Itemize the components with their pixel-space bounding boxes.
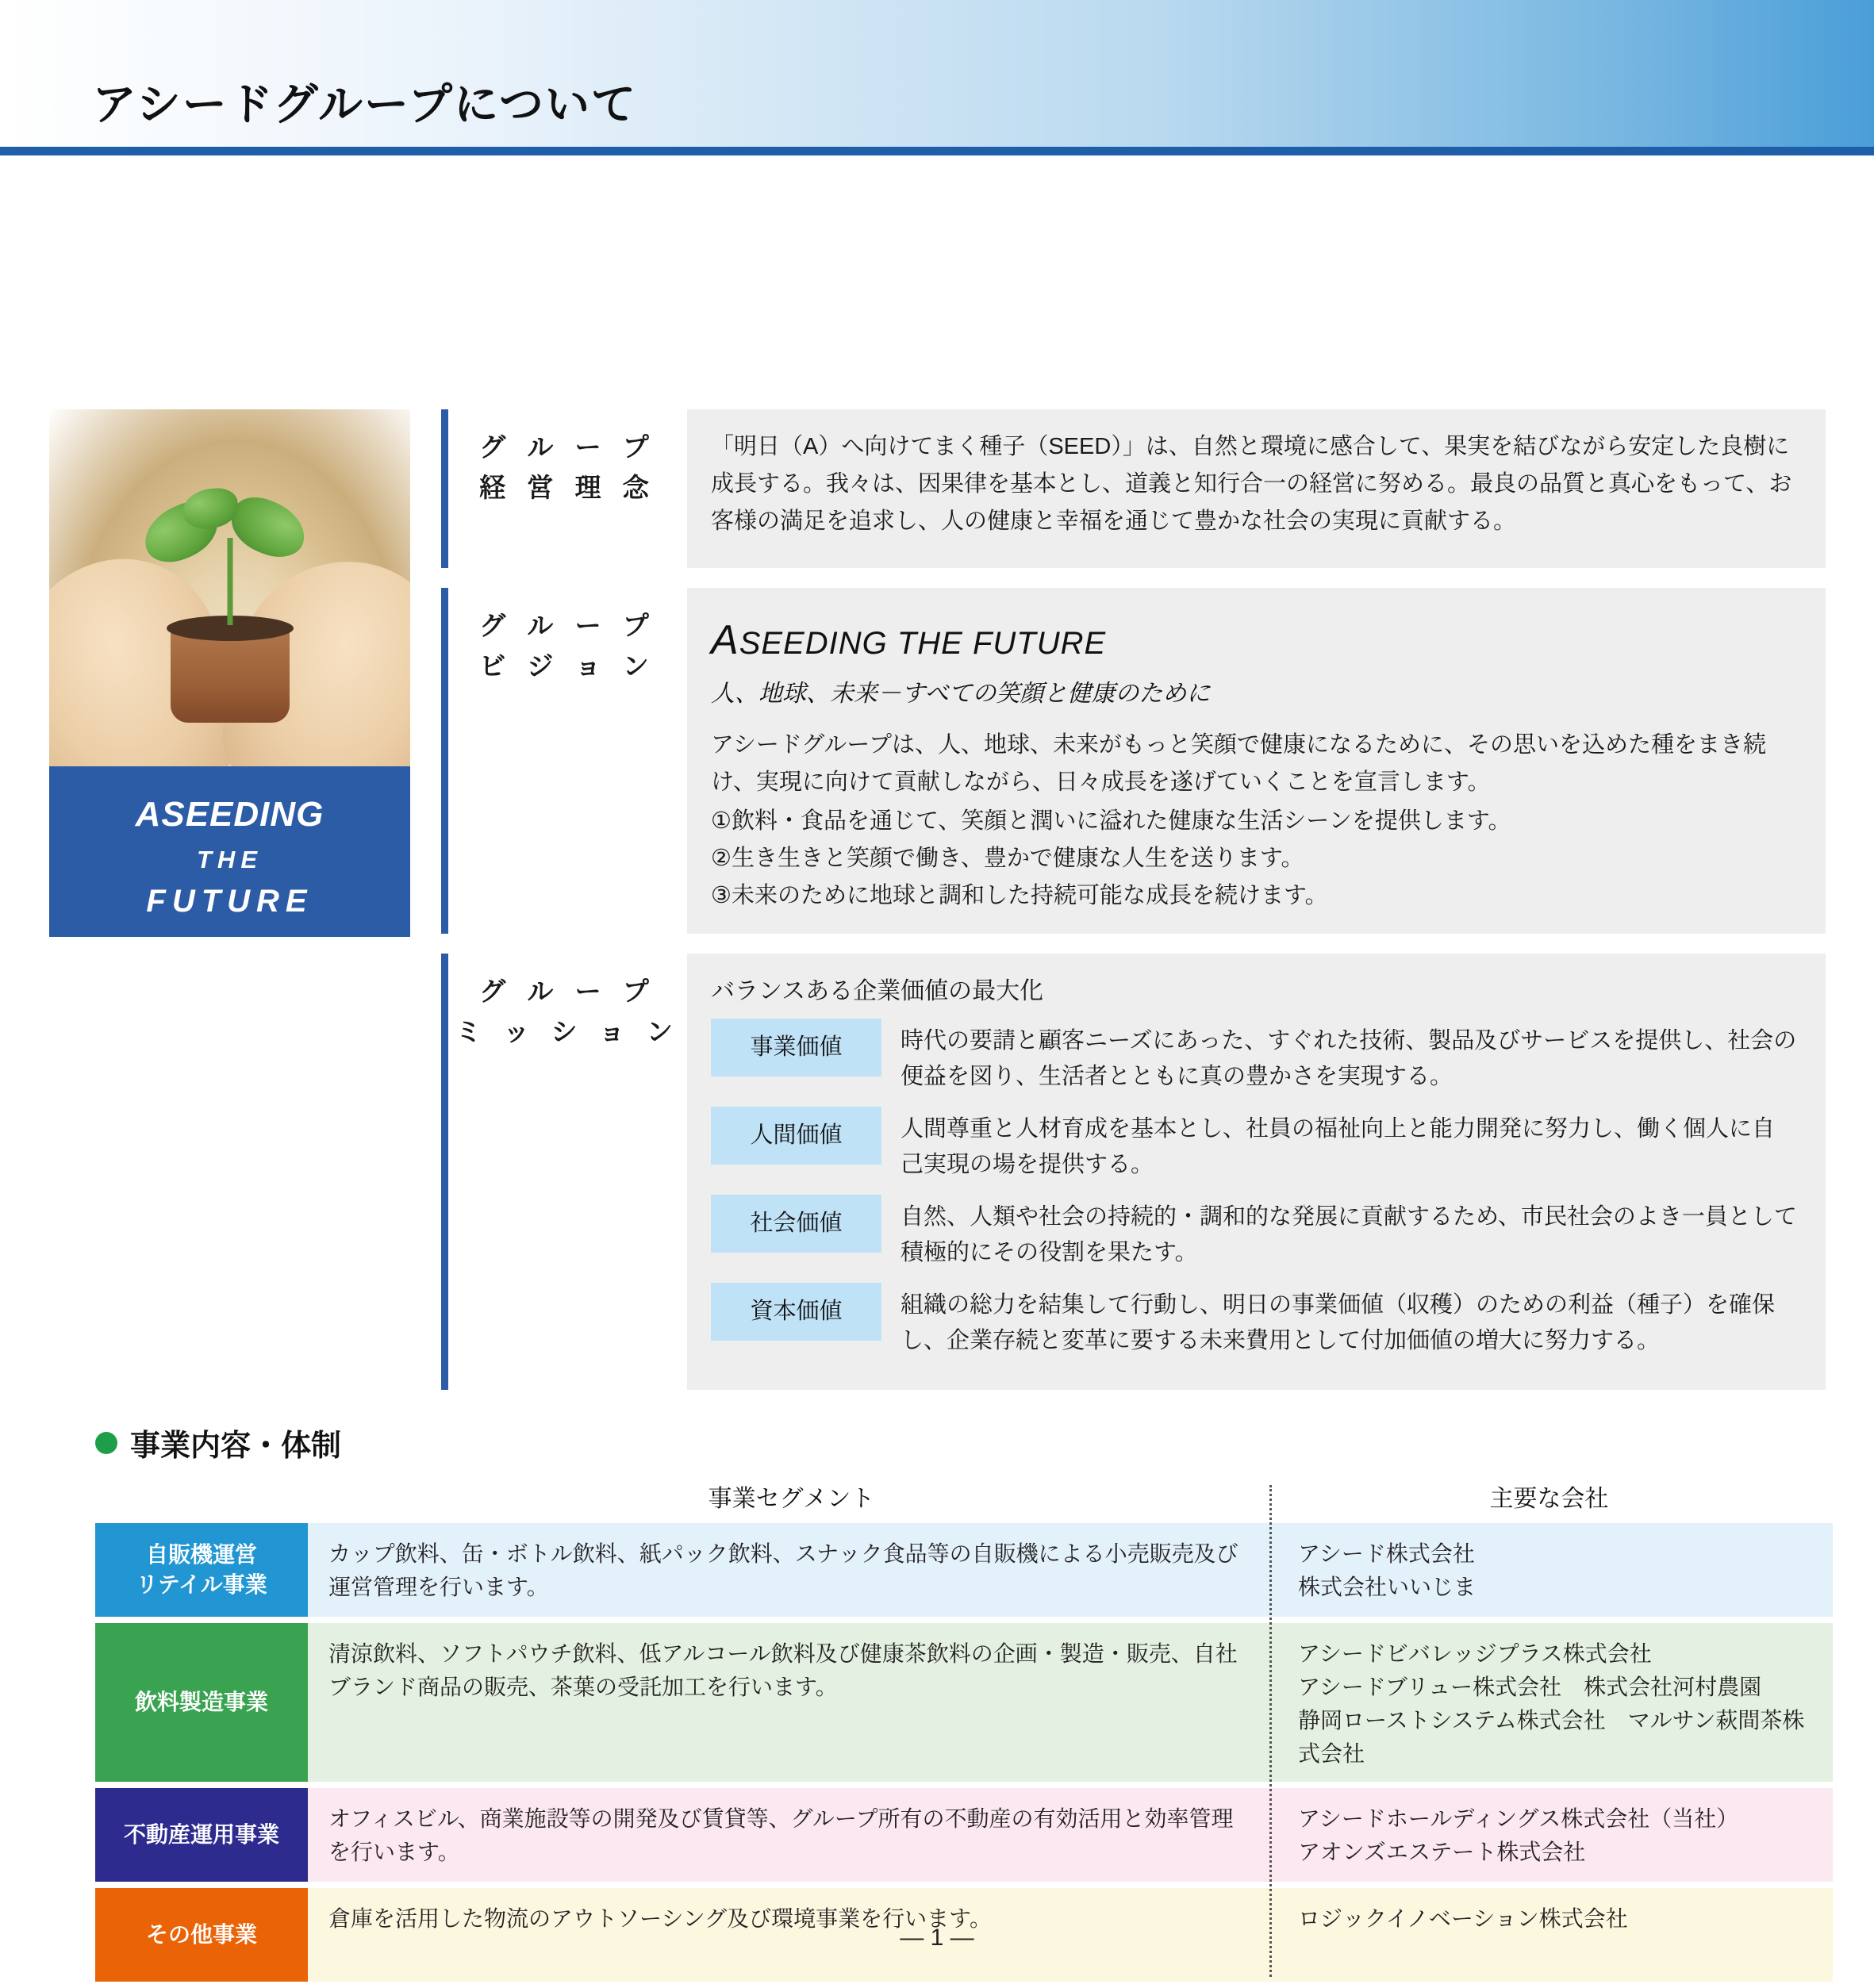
mission-label [441, 954, 687, 1390]
vision-label-line2: ビ ジ ョ ン [479, 651, 656, 681]
segment-label-line1: 不動産運用事業 [123, 1822, 279, 1848]
vision-label [441, 588, 687, 934]
vision-title-cap: A [711, 617, 739, 663]
mission-row [711, 1195, 1805, 1276]
mission-tag: 資本価値 [711, 1283, 881, 1341]
vision-subtitle: 人、地球、未来－すべての笑顔と健康のために [711, 681, 1211, 708]
logo-line-2: THE [197, 846, 263, 873]
philosophy-blocks [441, 409, 1826, 1410]
company-name: 株式会社いいじま [1298, 1575, 1477, 1599]
block-group-philosophy [441, 409, 1826, 568]
company-name: 静岡ローストシステム株式会社 マルサン萩間茶株式会社 [1298, 1708, 1805, 1766]
philosophy-text: 「明日（A）へ向けてまく種子（SEED）」は、自然と環境に感合して、果実を結びながら安定した良樹に成長する。我々は、因果律を基本とし、道義と知行合一の経営に努める。最良の品質と真心をもって、お客様の満足を追求し、人の健康と幸福を通じて豊かな社会の実現に貢献する。 [687, 409, 1826, 568]
business-heading-label: 事業内容・体制 [130, 1430, 342, 1463]
page-header [0, 0, 1874, 155]
mission-row [711, 1107, 1805, 1188]
segment-badge [95, 1788, 308, 1882]
logo-line-1: ASEEDING [135, 795, 324, 834]
mission-desc: 人間尊重と人材育成を基本とし、社員の福祉向上と能力開発に努力し、働く個人に自己実現の場を提供する。 [901, 1116, 1776, 1178]
mission-heading: バランスある企業価値の最大化 [711, 977, 1044, 1004]
mission-label-line2: ミ ッ シ ョ ン [455, 1016, 680, 1046]
company-name: アシードホールディングス株式会社（当社） [1298, 1806, 1739, 1831]
page-number: ― 1 ― [900, 1925, 974, 1951]
business-table [95, 1523, 1833, 1982]
block-group-mission [441, 954, 1826, 1390]
col-header-spacer [95, 1479, 317, 1514]
table-row [95, 1788, 1833, 1882]
segment-badge [95, 1623, 308, 1782]
business-heading [95, 1421, 1833, 1464]
group-logo [49, 766, 410, 937]
vision-title [711, 607, 1805, 674]
bullet-dot-icon [95, 1432, 117, 1454]
segment-label-line2: リテイル事業 [136, 1572, 267, 1597]
segment-label-line1: 飲料製造事業 [134, 1690, 268, 1715]
segment-label-line1: 自販機運営 [145, 1542, 257, 1568]
left-column [49, 409, 410, 937]
mission-row [711, 1019, 1805, 1100]
stem-shape [227, 538, 232, 625]
table-row [95, 1623, 1833, 1782]
pot-shape [171, 627, 290, 723]
segment-description: カップ飲料、缶・ボトル飲料、紙パック飲料、スナック食品等の自販機による小売販売及び運営管理を行います。 [328, 1541, 1238, 1599]
vision-label-line1: グ ル ー プ [479, 611, 656, 640]
philosophy-label-line1: グ ル ー プ [479, 432, 656, 462]
block-group-vision [441, 588, 1826, 934]
column-divider [1269, 1485, 1272, 1977]
philosophy-label-line2: 経 営 理 念 [479, 473, 656, 503]
company-name: アシードビバレッジプラス株式会社 [1298, 1641, 1652, 1666]
business-column-headers [95, 1479, 1833, 1514]
segment-companies [1269, 1788, 1833, 1882]
company-name: アオンズエステート株式会社 [1298, 1840, 1586, 1864]
company-name: ロジックイノベーション株式会社 [1298, 1906, 1628, 1931]
vision-item-2: ②生き生きと笑顔で働き、豊かで健康な人生を送ります。 [711, 845, 1304, 871]
page-title: アシードグループについて [92, 79, 638, 129]
leaf-icon [181, 487, 239, 531]
seedling-photo [49, 409, 410, 766]
vision-paragraph: アシードグループは、人、地球、未来がもっと笑顔で健康になるために、その思いを込めた種をまき続け、実現に向けて貢献しながら、日々成長を遂げていくことを宣言します。 [711, 731, 1766, 795]
vision-body [687, 588, 1826, 934]
mission-desc: 自然、人類や社会の持続的・調和的な発展に貢献するため、市民社会のよき一員として積極的にその役割を果たす。 [901, 1204, 1797, 1265]
table-row [95, 1523, 1833, 1617]
mission-tag: 社会価値 [711, 1195, 881, 1253]
business-section [95, 1421, 1833, 1988]
segment-companies [1269, 1623, 1833, 1782]
segment-description: 倉庫を活用した物流のアウトソーシング及び環境事業を行います。 [328, 1906, 992, 1931]
company-name: アシードブリュー株式会社 株式会社河村農園 [1298, 1675, 1762, 1699]
mission-tag: 事業価値 [711, 1019, 881, 1077]
mission-body [687, 954, 1826, 1390]
logo-line-3: FUTURE [146, 884, 313, 919]
col-header-segment: 事業セグメント [708, 1486, 875, 1512]
philosophy-label [441, 409, 687, 568]
vision-item-3: ③未来のために地球と調和した持続可能な成長を続けます。 [711, 882, 1328, 908]
segment-description: 清涼飲料、ソフトパウチ飲料、低アルコール飲料及び健康茶飲料の企画・製造・販売、自社ブランド商品の販売、茶葉の受託加工を行います。 [328, 1641, 1238, 1699]
mission-desc: 組織の総力を結集して行動し、明日の事業価値（収穫）のための利益（種子）を確保し、企業存続と変革に要する未来費用として付加価値の増大に努力する。 [901, 1291, 1776, 1353]
segment-badge [95, 1523, 308, 1617]
company-name: アシード株式会社 [1298, 1541, 1475, 1566]
mission-tag: 人間価値 [711, 1107, 881, 1165]
segment-description: オフィスビル、商業施設等の開発及び賃貸等、グループ所有の不動産の有効活用と効率管理を行います。 [328, 1806, 1234, 1864]
segment-companies [1269, 1523, 1833, 1617]
mission-label-line1: グ ル ー プ [479, 976, 656, 1006]
segment-label-line1: その他事業 [145, 1922, 257, 1948]
vision-item-1: ①飲料・食品を通じて、笑顔と潤いに溢れた健康な生活シーンを提供します。 [711, 808, 1511, 834]
mission-desc: 時代の要請と顧客ニーズにあった、すぐれた技術、製品及びサービスを提供し、社会の便益を図り、生活者とともに真の豊かさを実現する。 [901, 1028, 1797, 1090]
vision-title-rest: SEEDING THE FUTURE [739, 626, 1107, 661]
mission-row [711, 1283, 1805, 1364]
col-header-companies: 主要な会社 [1489, 1486, 1609, 1512]
